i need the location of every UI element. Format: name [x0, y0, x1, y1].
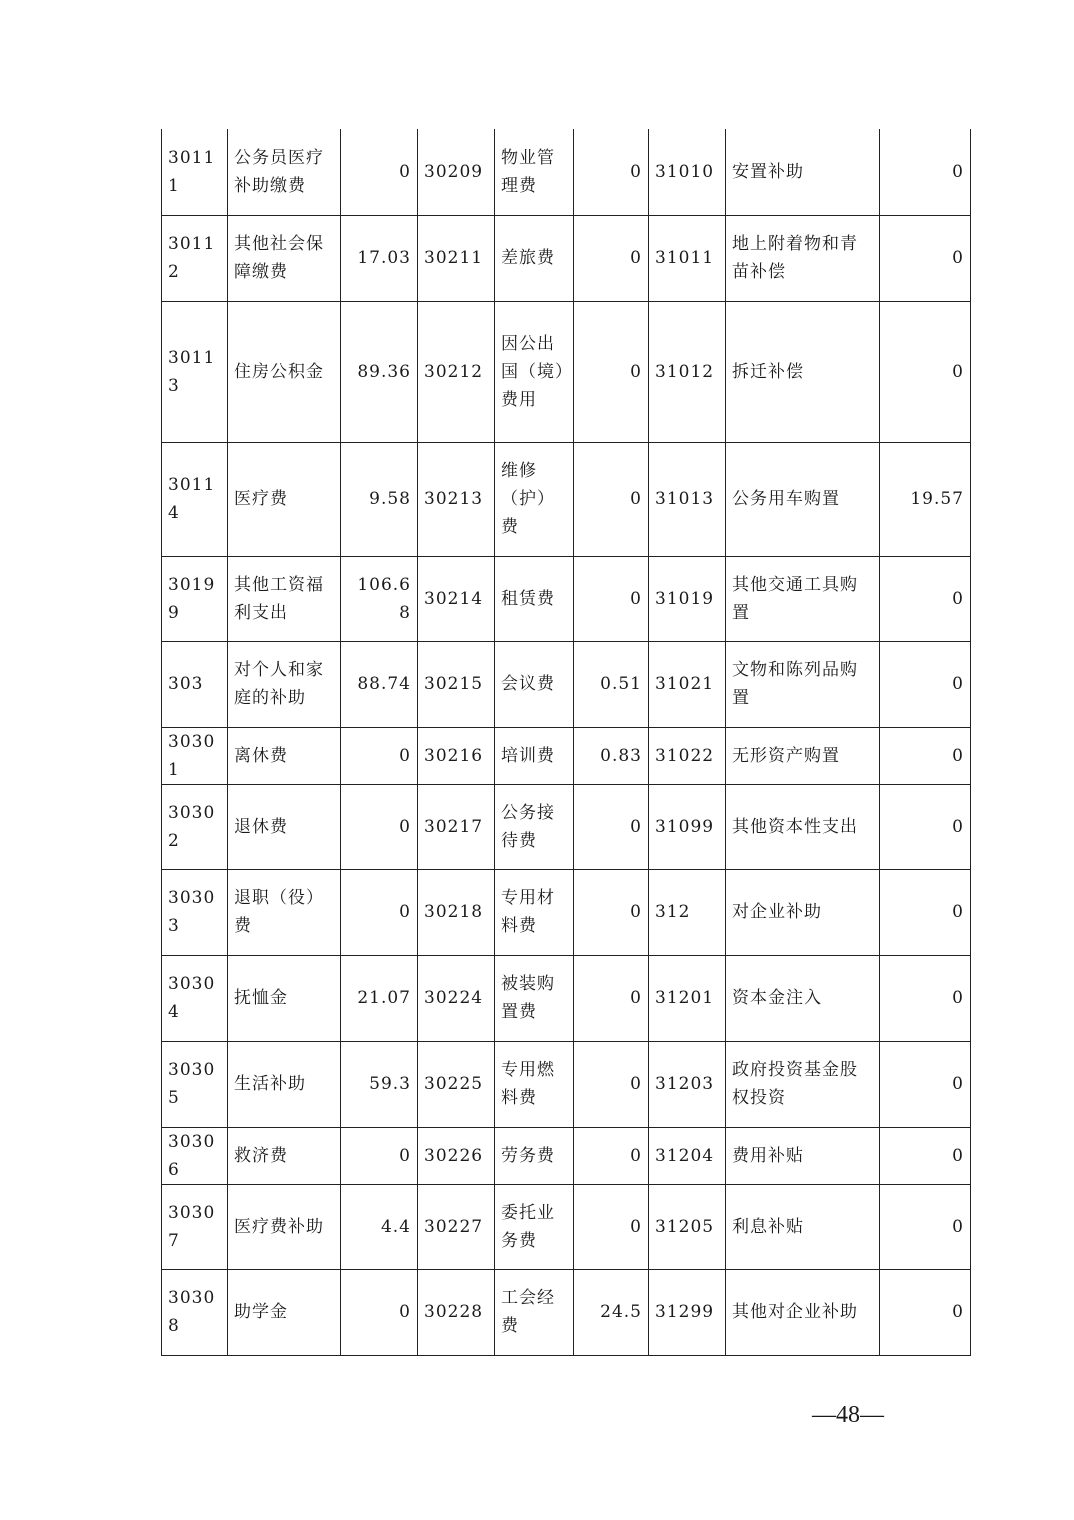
code-cell: 30209: [418, 129, 495, 215]
amount-cell: 0: [880, 727, 971, 784]
name-cell: 委托业务费: [495, 1184, 574, 1269]
amount-cell: 0: [574, 955, 649, 1041]
amount-cell: 0: [574, 301, 649, 442]
code-cell: 30224: [418, 955, 495, 1041]
code-cell: 30305: [162, 1041, 228, 1127]
table-row: [162, 301, 971, 442]
amount-cell: 21.07: [341, 955, 418, 1041]
name-cell: 费用补贴: [726, 1127, 880, 1184]
code-cell: 30307: [162, 1184, 228, 1269]
table-row: [162, 442, 971, 556]
amount-cell: 0: [574, 1127, 649, 1184]
amount-cell: 0: [880, 1041, 971, 1127]
amount-cell: 0: [574, 1184, 649, 1269]
amount-cell: 0.51: [574, 641, 649, 727]
code-cell: 30303: [162, 869, 228, 955]
code-cell: 30304: [162, 955, 228, 1041]
name-cell: 专用材料费: [495, 869, 574, 955]
name-cell: 会议费: [495, 641, 574, 727]
code-cell: 30213: [418, 442, 495, 556]
code-cell: 30113: [162, 301, 228, 442]
code-cell: 30215: [418, 641, 495, 727]
amount-cell: 0: [341, 784, 418, 869]
amount-cell: 0: [574, 442, 649, 556]
amount-cell: 0: [880, 556, 971, 641]
code-cell: 31019: [649, 556, 726, 641]
name-cell: 其他资本性支出: [726, 784, 880, 869]
name-cell: 公务接待费: [495, 784, 574, 869]
amount-cell: 0: [574, 869, 649, 955]
name-cell: 其他社会保障缴费: [228, 215, 341, 301]
name-cell: 退职（役）费: [228, 869, 341, 955]
amount-cell: 9.58: [341, 442, 418, 556]
name-cell: 退休费: [228, 784, 341, 869]
amount-cell: 88.74: [341, 641, 418, 727]
amount-cell: 0: [574, 1041, 649, 1127]
code-cell: 31201: [649, 955, 726, 1041]
code-cell: 31203: [649, 1041, 726, 1127]
name-cell: 被装购置费: [495, 955, 574, 1041]
table-row: [162, 1184, 971, 1269]
code-cell: 30302: [162, 784, 228, 869]
code-cell: 31022: [649, 727, 726, 784]
code-cell: 30228: [418, 1269, 495, 1355]
expenditure-table: [161, 129, 971, 1356]
table-row: [162, 641, 971, 727]
amount-cell: 19.57: [880, 442, 971, 556]
name-cell: 物业管理费: [495, 129, 574, 215]
amount-cell: 0: [880, 1127, 971, 1184]
code-cell: 303: [162, 641, 228, 727]
amount-cell: 0: [574, 784, 649, 869]
name-cell: 培训费: [495, 727, 574, 784]
amount-cell: 0: [574, 215, 649, 301]
table-row: [162, 1041, 971, 1127]
code-cell: 30301: [162, 727, 228, 784]
amount-cell: 0: [574, 556, 649, 641]
name-cell: 对个人和家庭的补助: [228, 641, 341, 727]
code-cell: 30227: [418, 1184, 495, 1269]
name-cell: 其他对企业补助: [726, 1269, 880, 1355]
code-cell: 30218: [418, 869, 495, 955]
amount-cell: 0: [880, 1269, 971, 1355]
code-cell: 30214: [418, 556, 495, 641]
table-row: [162, 1269, 971, 1355]
code-cell: 31011: [649, 215, 726, 301]
name-cell: 其他交通工具购置: [726, 556, 880, 641]
amount-cell: 106.68: [341, 556, 418, 641]
page-number: —48—: [812, 1402, 884, 1428]
code-cell: 31021: [649, 641, 726, 727]
name-cell: 抚恤金: [228, 955, 341, 1041]
name-cell: 助学金: [228, 1269, 341, 1355]
code-cell: 31299: [649, 1269, 726, 1355]
code-cell: 30216: [418, 727, 495, 784]
code-cell: 31204: [649, 1127, 726, 1184]
name-cell: 地上附着物和青苗补偿: [726, 215, 880, 301]
amount-cell: 0: [341, 869, 418, 955]
name-cell: 拆迁补偿: [726, 301, 880, 442]
amount-cell: 0: [341, 727, 418, 784]
code-cell: 30212: [418, 301, 495, 442]
code-cell: 31205: [649, 1184, 726, 1269]
name-cell: 救济费: [228, 1127, 341, 1184]
name-cell: 利息补贴: [726, 1184, 880, 1269]
name-cell: 离休费: [228, 727, 341, 784]
name-cell: 医疗费补助: [228, 1184, 341, 1269]
name-cell: 安置补助: [726, 129, 880, 215]
name-cell: 生活补助: [228, 1041, 341, 1127]
code-cell: 30225: [418, 1041, 495, 1127]
amount-cell: 0: [880, 129, 971, 215]
code-cell: 312: [649, 869, 726, 955]
table-row: [162, 129, 971, 215]
amount-cell: 0.83: [574, 727, 649, 784]
amount-cell: 0: [880, 641, 971, 727]
table-row: [162, 556, 971, 641]
amount-cell: 0: [880, 869, 971, 955]
amount-cell: 24.5: [574, 1269, 649, 1355]
amount-cell: 89.36: [341, 301, 418, 442]
amount-cell: 0: [341, 129, 418, 215]
name-cell: 对企业补助: [726, 869, 880, 955]
table-row: [162, 1127, 971, 1184]
code-cell: 30308: [162, 1269, 228, 1355]
amount-cell: 0: [880, 1184, 971, 1269]
code-cell: 30114: [162, 442, 228, 556]
name-cell: 政府投资基金股权投资: [726, 1041, 880, 1127]
name-cell: 公务用车购置: [726, 442, 880, 556]
name-cell: 住房公积金: [228, 301, 341, 442]
name-cell: 医疗费: [228, 442, 341, 556]
code-cell: 30211: [418, 215, 495, 301]
amount-cell: 0: [880, 215, 971, 301]
code-cell: 31010: [649, 129, 726, 215]
amount-cell: 17.03: [341, 215, 418, 301]
name-cell: 劳务费: [495, 1127, 574, 1184]
code-cell: 30111: [162, 129, 228, 215]
table-row: [162, 955, 971, 1041]
amount-cell: 0: [574, 129, 649, 215]
amount-cell: 59.3: [341, 1041, 418, 1127]
amount-cell: 0: [880, 301, 971, 442]
name-cell: 差旅费: [495, 215, 574, 301]
amount-cell: 0: [880, 784, 971, 869]
name-cell: 专用燃料费: [495, 1041, 574, 1127]
code-cell: 30112: [162, 215, 228, 301]
name-cell: 无形资产购置: [726, 727, 880, 784]
name-cell: 租赁费: [495, 556, 574, 641]
table-row: [162, 215, 971, 301]
code-cell: 31099: [649, 784, 726, 869]
table-row: [162, 784, 971, 869]
table-row: [162, 727, 971, 784]
name-cell: 因公出国（境）费用: [495, 301, 574, 442]
name-cell: 工会经费: [495, 1269, 574, 1355]
code-cell: 30306: [162, 1127, 228, 1184]
name-cell: 其他工资福利支出: [228, 556, 341, 641]
name-cell: 维修（护）费: [495, 442, 574, 556]
amount-cell: 0: [341, 1127, 418, 1184]
name-cell: 资本金注入: [726, 955, 880, 1041]
code-cell: 31012: [649, 301, 726, 442]
code-cell: 31013: [649, 442, 726, 556]
table-row: [162, 869, 971, 955]
amount-cell: 0: [880, 955, 971, 1041]
amount-cell: 4.4: [341, 1184, 418, 1269]
table-body: [162, 129, 971, 1355]
code-cell: 30199: [162, 556, 228, 641]
code-cell: 30217: [418, 784, 495, 869]
code-cell: 30226: [418, 1127, 495, 1184]
name-cell: 公务员医疗补助缴费: [228, 129, 341, 215]
amount-cell: 0: [341, 1269, 418, 1355]
name-cell: 文物和陈列品购置: [726, 641, 880, 727]
